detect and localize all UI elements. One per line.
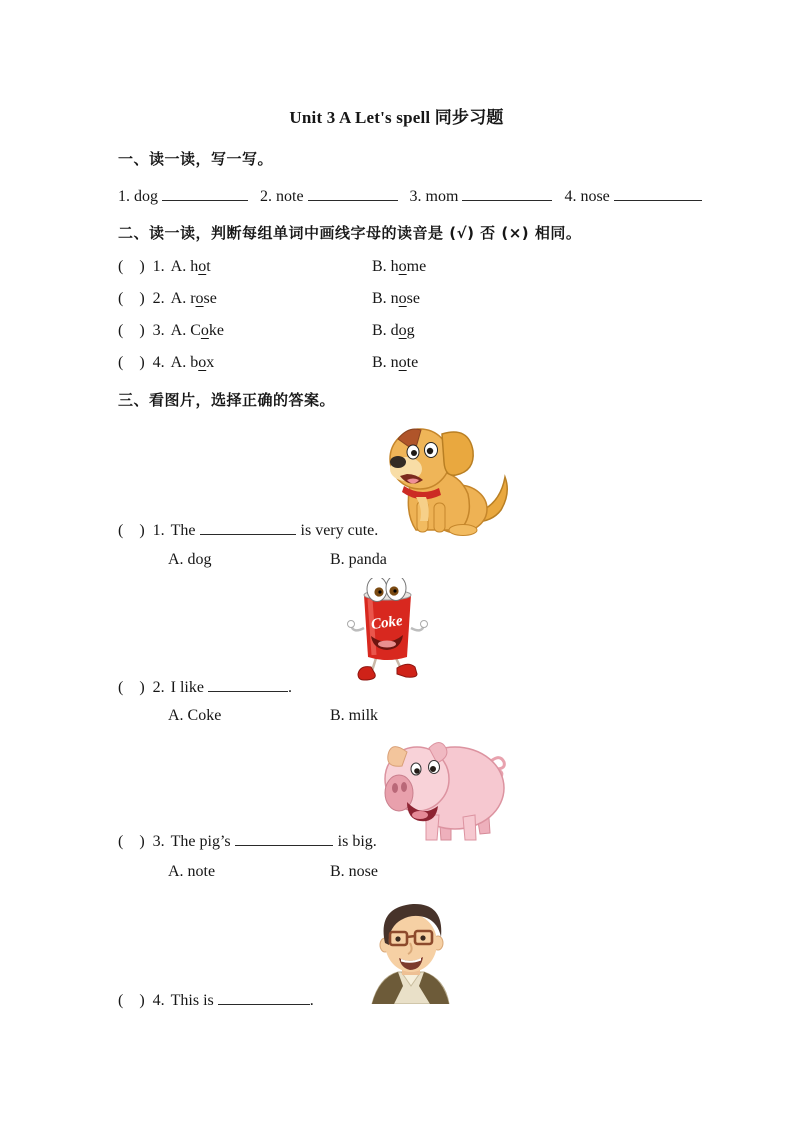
answer-bracket: ( ) <box>118 679 145 696</box>
coke-label: Coke <box>370 612 404 634</box>
man-icon <box>354 901 467 1004</box>
answer-bracket: ( ) <box>118 354 145 371</box>
write-item-2: 2. note <box>260 188 398 205</box>
option-a: A. Coke <box>168 707 222 724</box>
pig-icon <box>377 731 510 844</box>
question-3-options <box>118 863 578 883</box>
phonics-row-1: ( ) 1. A. hot B. home <box>118 258 427 275</box>
dog-icon <box>360 417 525 539</box>
answer-bracket: ( ) <box>118 833 145 850</box>
answer-bracket: ( ) <box>118 322 145 339</box>
write-item-4: 4. nose <box>564 188 701 205</box>
question-2-options <box>118 707 578 727</box>
option-b: B. nose <box>330 863 378 880</box>
question-4: ( ) 4. This is . <box>118 992 314 1009</box>
word-option-a: hot <box>190 258 211 275</box>
write-item-3: 3. mom <box>410 188 553 205</box>
question-1: ( ) 1. The is very cute. <box>118 522 379 539</box>
pig-illustration <box>377 731 510 844</box>
man-illustration <box>354 901 467 1004</box>
section3-heading: 三、看图片，选择正确的答案。 <box>118 391 336 409</box>
answer-bracket: ( ) <box>118 290 145 307</box>
word-option-b: dog <box>390 322 415 339</box>
phonics-row-3: ( ) 3. A. Coke B. dog <box>118 322 415 339</box>
word-option-a: box <box>190 354 215 371</box>
section1-heading: 一、读一读，写一写。 <box>118 150 274 168</box>
option-b: B. panda <box>330 551 387 568</box>
word-option-b: note <box>390 354 419 371</box>
answer-bracket: ( ) <box>118 258 145 275</box>
coke-can-icon <box>334 578 440 684</box>
word-option-b: home <box>390 258 427 275</box>
answer-bracket: ( ) <box>118 522 145 539</box>
question-1-options <box>118 551 578 571</box>
option-a: A. dog <box>168 551 212 568</box>
answer-blank <box>162 187 248 201</box>
answer-blank <box>462 187 552 201</box>
answer-bracket: ( ) <box>118 992 145 1009</box>
word-option-b: nose <box>390 290 420 307</box>
coke-can-illustration <box>334 578 440 684</box>
question-3: ( ) 3. The pig’s is big. <box>118 833 377 850</box>
answer-blank <box>235 832 333 846</box>
word-option-a: Coke <box>190 322 224 339</box>
dog-illustration <box>360 417 525 539</box>
section2-heading: 二、读一读，判断每组单词中画线字母的读音是 (√) 否 (×) 相同。 <box>118 224 582 242</box>
word-option-a: rose <box>190 290 217 307</box>
option-a: A. note <box>168 863 216 880</box>
answer-blank <box>200 521 296 535</box>
write-item-1: 1. dog <box>118 188 248 205</box>
section1-write-line <box>118 187 702 206</box>
answer-blank <box>218 991 310 1005</box>
option-b: B. milk <box>330 707 379 724</box>
phonics-row-4: ( ) 4. A. box B. note <box>118 354 419 371</box>
answer-blank <box>308 187 398 201</box>
question-2: ( ) 2. I like . <box>118 679 292 696</box>
answer-blank <box>208 678 288 692</box>
phonics-row-2: ( ) 2. A. rose B. nose <box>118 290 420 307</box>
answer-blank <box>614 187 702 201</box>
page-title: Unit 3 A Let's spell 同步习题 <box>289 108 504 127</box>
